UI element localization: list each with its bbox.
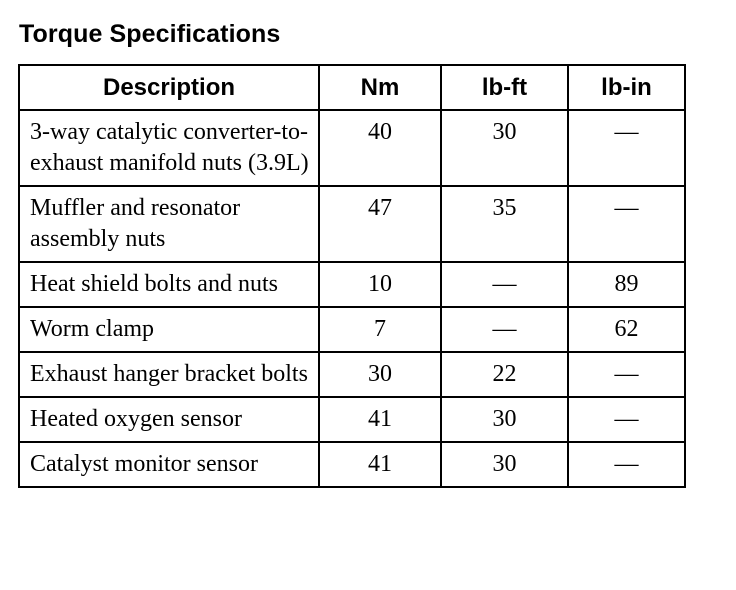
- cell-nm: 10: [319, 262, 441, 307]
- cell-lbft: 30: [441, 442, 568, 487]
- table-header-row: [19, 65, 685, 110]
- column-header-nm: Nm: [319, 65, 441, 110]
- torque-specifications-table: [18, 64, 686, 488]
- cell-nm: 41: [319, 397, 441, 442]
- cell-description: Worm clamp: [19, 307, 319, 352]
- cell-nm: 47: [319, 186, 441, 262]
- column-header-lbft: lb-ft: [441, 65, 568, 110]
- cell-lbin: —: [568, 186, 685, 262]
- cell-lbin: 62: [568, 307, 685, 352]
- table-row: [19, 442, 685, 487]
- table-row: [19, 262, 685, 307]
- column-header-description: Description: [19, 65, 319, 110]
- cell-nm: 30: [319, 352, 441, 397]
- cell-lbft: 30: [441, 110, 568, 186]
- cell-lbin: —: [568, 110, 685, 186]
- cell-description: Exhaust hanger bracket bolts: [19, 352, 319, 397]
- page-title: Torque Specifications: [19, 20, 281, 48]
- table-row: [19, 186, 685, 262]
- cell-nm: 40: [319, 110, 441, 186]
- cell-lbin: —: [568, 352, 685, 397]
- cell-description: Heat shield bolts and nuts: [19, 262, 319, 307]
- cell-lbft: —: [441, 307, 568, 352]
- cell-description: Heated oxygen sensor: [19, 397, 319, 442]
- cell-lbft: 30: [441, 397, 568, 442]
- cell-description: Muffler and resonator assembly nuts: [19, 186, 319, 262]
- column-header-lbin: lb-in: [568, 65, 685, 110]
- cell-lbin: —: [568, 397, 685, 442]
- cell-nm: 7: [319, 307, 441, 352]
- cell-description: Catalyst monitor sensor: [19, 442, 319, 487]
- cell-lbft: 35: [441, 186, 568, 262]
- cell-lbft: —: [441, 262, 568, 307]
- cell-description: 3-way catalytic converter-to-exhaust manifold nuts (3.9L): [19, 110, 319, 186]
- cell-lbft: 22: [441, 352, 568, 397]
- cell-lbin: —: [568, 442, 685, 487]
- table-row: [19, 352, 685, 397]
- table-row: [19, 307, 685, 352]
- table-row: [19, 397, 685, 442]
- cell-lbin: 89: [568, 262, 685, 307]
- cell-nm: 41: [319, 442, 441, 487]
- table-row: [19, 110, 685, 186]
